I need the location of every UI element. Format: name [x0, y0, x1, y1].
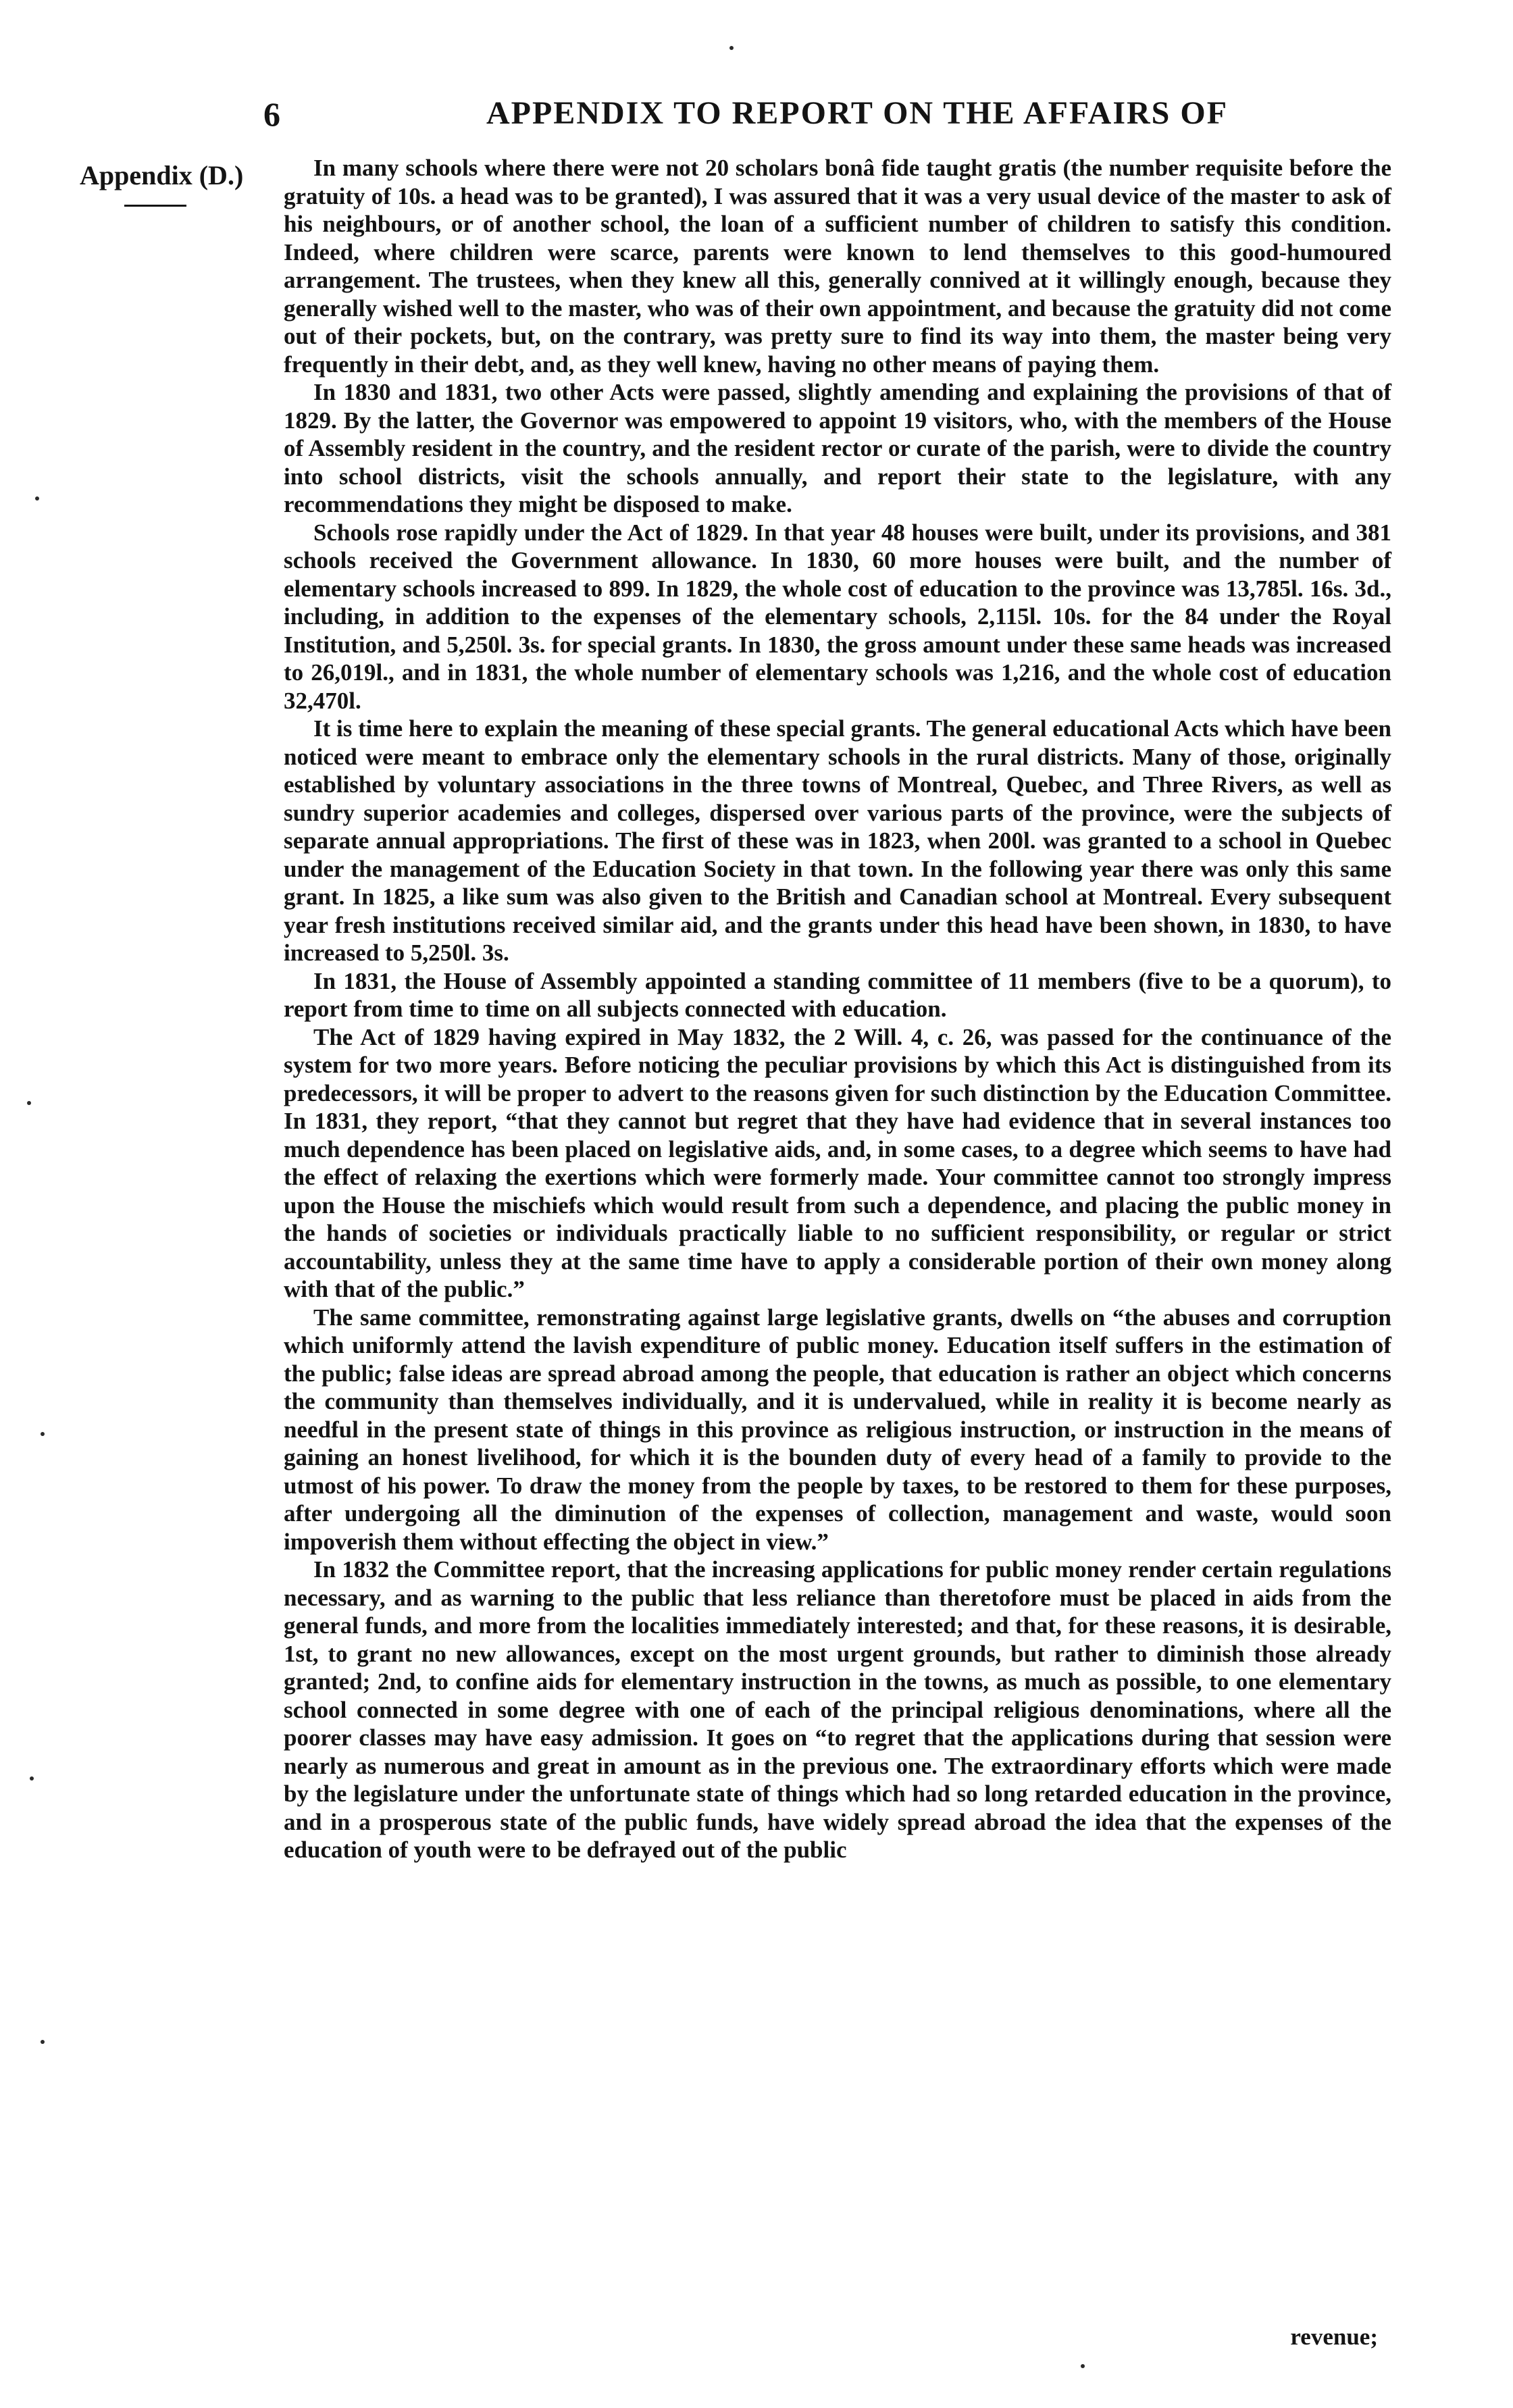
paragraph: The Act of 1829 having expired in May 1832, the 2 Will. 4, c. 26, was passed for the continuance of the system for two more years. Before noticing the peculiar provisions by which this Act is distinguished from its predecessors, it will be proper to advert to the reasons given for such distinction by the Education Committee. In 1831, they report, “that they cannot but regret that they have had evidence that in several instances too much dependence has been placed on legislative aids, and, in some cases, to a degree which seems to have had the effect of relaxing the exertions which were formerly made. Your committee cannot too strongly impress upon the House the mischiefs which would result from such a dependence, and placing the public money in the hands of societies or individuals practically liable to no sufficient responsibility, or regular or strict accountability, unless they at the same time have to apply a considerable portion of their own money along with that of the public.”: [284, 1023, 1391, 1302]
paragraph: In many schools where there were not 20 scholars bonâ fide taught gratis (the number requisite before the gratuity of 10s. a head was to be granted), I was assured that it was a very usual device of the master to ask of his neighbours, or of another school, the loan of a sufficient number of children to satisfy this condition. Indeed, where children were scarce, parents were known to lend themselves to this good-humoured arrangement. The trustees, when they knew all this, generally connived at it willingly enough, because they generally wished well to the master, who was of their own appointment, and because the gratuity did not come out of their pockets, but, on the contrary, was pretty sure to find its way into them, the master being very frequently in their debt, and, as they well knew, having no other means of paying them.: [284, 155, 1391, 378]
paragraph: In 1831, the House of Assembly appointed a standing committee of 11 members (five to be a quorum), to report from time to time on all subjects connected with education.: [284, 967, 1391, 1022]
paragraph: The same committee, remonstrating against large legislative grants, dwells on “the abuses and corruption which uniformly attend the lavish expenditure of public money. Education itself suffers in the estimation of the public; false ideas are spread abroad among the people, that education is rather an object which concerns the community than themselves individually, and it is undervalued, while in reality it is become nearly as needful in the present state of things in this province as religious instruction, or instruction in the means of gaining an honest livelihood, for which it is the bounden duty of every head of a family to provide to the utmost of his power. To draw the money from the people by taxes, to be restored to them for these purposes, after undergoing all the diminution of the expenses of collection, management and waste, would soon impoverish them without effecting the object in view.”: [284, 1304, 1391, 1555]
scan-speck: [41, 1432, 45, 1436]
appendix-label: Appendix (D.): [80, 160, 244, 190]
scan-speck: [1081, 2364, 1085, 2368]
catchword: revenue;: [1290, 2324, 1378, 2350]
scan-speck: [27, 1101, 31, 1105]
scan-speck: [729, 46, 734, 50]
page-header: [257, 95, 1405, 142]
paragraph: In 1832 the Committee report, that the increasing applications for public money render certain regulations necessary, and as warning to the public that less reliance than theretofore must be placed in aids from the general funds, and more from the localities immediately interested; and that, for these reasons, it is desirable, 1st, to grant no new allowances, except on the most urgent grounds, but rather to diminish those already granted; 2nd, to confine aids for elementary instruction in the towns, as much as possible, to one elementary school connected in some degree with one of each of the principal religious denominations, where all the poorer classes may have easy admission. It goes on “to regret that the applications during that session were nearly as numerous and great in amount as in the previous one. The extraordinary efforts which were made by the legislature under the unfortunate state of things which had so long retarded education in the province, and in a prosperous state of the public funds, have widely spread abroad the idea that the expenses of the education of youth were to be defrayed out of the public: [284, 1556, 1391, 1863]
paragraph: In 1830 and 1831, two other Acts were passed, slightly amending and explaining the provisions of that of 1829. By the latter, the Governor was empowered to appoint 19 visitors, who, with the members of the House of Assembly resident in the country, and the resident rector or curate of the parish, were to divide the country into school districts, visit the schools annually, and report their state to the legislature, with any recommendations they might be disposed to make.: [284, 379, 1391, 517]
scan-speck: [41, 2040, 45, 2044]
body-text: [284, 154, 1391, 1864]
margin-rule: [124, 205, 186, 207]
scan-speck: [30, 1776, 34, 1781]
paragraph: Schools rose rapidly under the Act of 1829. In that year 48 houses were built, under its provisions, and 381 schools received the Government allowance. In 1830, 60 more houses were built, and the number of elementary schools increased to 899. In 1829, the whole cost of education to the province was 13,785l. 16s. 3d., including, in addition to the expenses of the elementary schools, 2,115l. 10s. for the 84 under the Royal Institution, and 5,250l. 3s. for special grants. In 1830, the gross amount under these same heads was increased to 26,019l., and in 1831, the whole number of elementary schools was 1,216, and the whole cost of education 32,470l.: [284, 519, 1391, 714]
margin-note: [80, 159, 282, 207]
running-title: APPENDIX TO REPORT ON THE AFFAIRS OF: [486, 95, 1229, 131]
page-number: 6: [263, 95, 280, 133]
scan-speck: [35, 496, 39, 501]
paragraph: It is time here to explain the meaning of these special grants. The general educational Acts which have been noticed were meant to embrace only the elementary schools in the rural districts. Many of those, originally established by voluntary associations in the three towns of Montreal, Quebec, and Three Rivers, as well as sundry superior academies and colleges, dispersed over various parts of the province, were the subjects of separate annual appropriations. The first of these was in 1823, when 200l. was granted to a school in Quebec under the management of the Education Society in that town. In the following year there was only this same grant. In 1825, a like sum was also given to the British and Canadian school at Montreal. Every subsequent year fresh institutions received similar aid, and the grants under this head have been shown, in 1830, to have increased to 5,250l. 3s.: [284, 715, 1391, 966]
